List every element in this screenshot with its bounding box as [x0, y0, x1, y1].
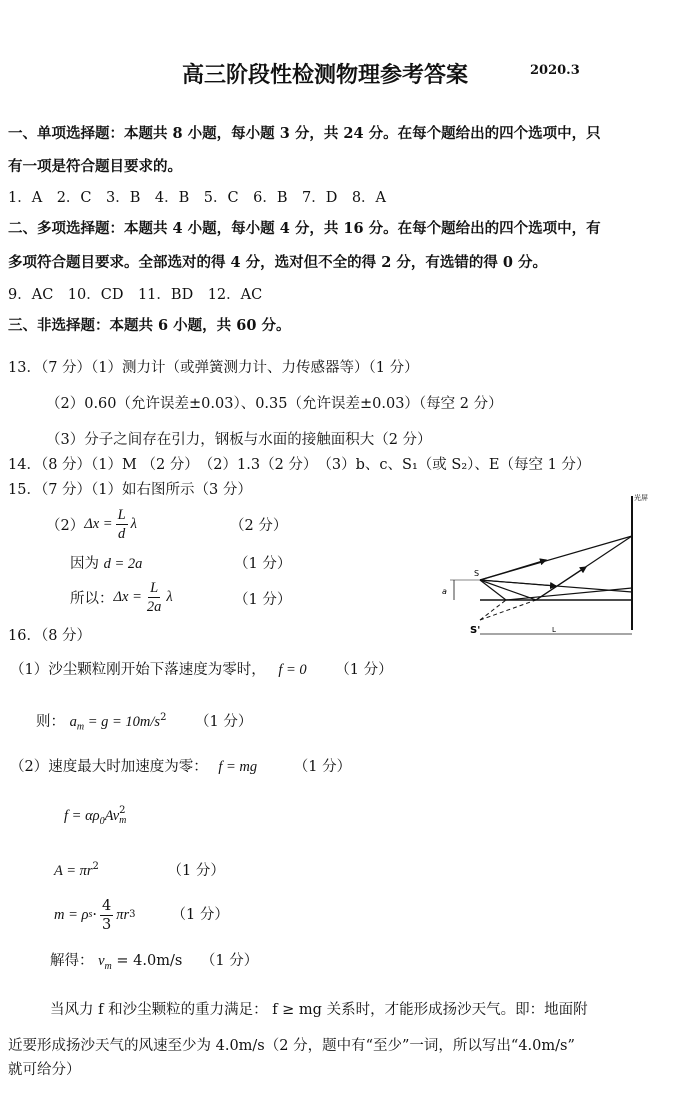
q16-l6-eq: m = ρ	[54, 907, 89, 923]
q15-f1-denominator: d	[118, 525, 126, 542]
q16-l6-sup: 3	[129, 909, 136, 920]
q16-l2-eq: a	[69, 713, 77, 730]
page-title: 高三阶段性检测物理参考答案	[182, 62, 469, 88]
section1-heading-cont: 有一项是符合题目要求的。	[8, 158, 182, 175]
q15-f3-fraction	[145, 579, 164, 616]
q16-l3-eq: f = mg	[218, 759, 258, 775]
q13-line3: （3）分子之间存在引力，钢板与水面的接触面积大（2 分）	[46, 432, 432, 448]
q16-l4-sub2: m	[119, 815, 127, 826]
q16-l6-score: （1 分）	[171, 907, 229, 923]
q16-l2-score: （1 分）	[195, 713, 253, 730]
q16-line5	[54, 857, 225, 881]
q15-formula2	[70, 552, 142, 573]
q16-line10: 就可给分）	[8, 1062, 81, 1078]
q15-f1-rhs: λ	[130, 515, 137, 532]
q16-l6-numerator: 4	[101, 897, 112, 914]
q16-line1	[10, 660, 393, 680]
q16-l6-denominator: 3	[101, 916, 112, 933]
q16-l3-score: （1 分）	[293, 759, 352, 775]
ray-arrow-upper	[480, 560, 546, 580]
q15-f2-prefix: 因为	[70, 556, 99, 572]
q16-line6	[54, 893, 229, 937]
q15-formula3	[70, 575, 173, 619]
q16-l4-eq: f = αρ	[64, 808, 100, 824]
q16-l6-sub: s	[88, 909, 93, 920]
q16-line7	[50, 951, 258, 977]
q16-l6-fraction	[100, 897, 113, 934]
q16-l7-score: （1 分）	[200, 953, 259, 969]
q15-f3-prefix: 所以：	[70, 590, 114, 607]
image-ray-dashed-2	[480, 600, 506, 620]
q16-l5-score: （1 分）	[167, 862, 225, 879]
section2-heading: 二、多项选择题：本题共 4 小题，每小题 4 分，共 16 分。在每个题给出的四个选项中，有	[8, 220, 601, 237]
label-a: a	[442, 587, 447, 596]
section2-heading-cont: 多项符合题目要求。全部选对的得 4 分，选对但不全的得 2 分，有选错的得 0 分。	[8, 254, 548, 271]
q16-line9: 近要形成扬沙天气的风速至少为 4.0m/s（2 分，题中有“至少”一词，所以写出“4.0m/s”	[8, 1038, 575, 1054]
q15-f3-score: （1 分）	[234, 592, 292, 608]
q15-f1-fraction	[116, 506, 128, 543]
q16-line3	[10, 757, 351, 777]
q16-l1-score: （1 分）	[335, 662, 393, 678]
q15-f3-denominator: 2a	[146, 598, 162, 615]
q16-l1-eq: f = 0	[278, 662, 307, 678]
q15-f1-score: （2 分）	[230, 518, 288, 534]
q16-l2-pre: 则：	[36, 713, 65, 730]
section1-answers: 1．A 2．C 3．B 4．B 5．C 6．B 7．D 8．A	[8, 190, 387, 206]
lloyd-mirror-diagram	[436, 488, 656, 648]
q16-l2-sup: 2	[160, 712, 167, 723]
q15-f1-numerator: L	[117, 506, 126, 523]
ray-reflected-lower	[480, 580, 632, 600]
q16-line2	[36, 708, 252, 738]
q16-l1-text: （1）沙尘颗粒刚开始下落速度为零时，	[10, 662, 266, 678]
q15-f3-lhs: Δx =	[113, 588, 142, 605]
q16-l6-eq2: πr	[116, 907, 130, 923]
q16-l5-eq: A = πr	[54, 862, 93, 879]
q16-l7-pre: 解得：	[50, 953, 94, 969]
q15-f3-numerator: L	[150, 579, 159, 596]
section2-answers: 9．AC 10．CD 11．BD 12．AC	[8, 287, 263, 303]
ray-arrow-lower	[480, 580, 556, 586]
image-ray-dashed	[480, 600, 536, 620]
q15-f1-prefix: （2）	[46, 517, 85, 534]
q14-line1: 14．（8 分）（1）M （2 分） （2）1.3（2 分） （3）b、c、S₁（或 S₂）、E（每空 1 分）	[8, 457, 591, 473]
q16-l2-sub: m	[76, 721, 85, 733]
q15-formula1	[46, 502, 137, 546]
label-source: S	[474, 569, 480, 578]
label-image-source: S'	[470, 625, 481, 636]
q15-f2-score: （1 分）	[234, 556, 292, 572]
q16-l4-eq2: Av	[104, 808, 120, 824]
q16-line4	[64, 806, 126, 832]
q13-line1: 13．（7 分）（1）测力计（或弹簧测力计、力传感器等）（1 分）	[8, 360, 419, 376]
q15-line1: 15．（7 分）（1）如右图所示（3 分）	[8, 482, 252, 498]
q13-line2: （2）0.60（允许误差±0.03）、0.35（允许误差±0.03）（每空 2 分）	[46, 396, 503, 412]
q16-l4-sub: 0	[99, 815, 105, 827]
q16-l7-sub: m	[104, 960, 112, 972]
q16-l4-sup: 2	[119, 805, 126, 816]
q16-l7-eq: v	[98, 953, 105, 969]
section3-heading: 三、非选择题：本题共 6 小题，共 60 分。	[8, 317, 291, 334]
q15-f2-equation: d = 2a	[103, 556, 143, 572]
q15-f1-lhs: Δx =	[84, 515, 113, 532]
screen-label: 光屏	[634, 494, 648, 502]
exam-date: 2020.3	[530, 63, 580, 78]
q15-f3-rhs: λ	[166, 588, 173, 605]
q16-l6-dot: ·	[92, 907, 97, 923]
q16-l2-eq2: = g = 10m/s	[84, 713, 161, 730]
section1-heading: 一、单项选择题：本题共 8 小题，每小题 3 分，共 24 分。在每个题给出的四个选项中，只	[8, 125, 601, 142]
q16-line0: 16．（8 分）	[8, 628, 92, 644]
q16-l3-text: （2）速度最大时加速度为零：	[10, 759, 208, 775]
q16-line8: 当风力 f 和沙尘颗粒的重力满足： f ≥ mg 关系时，才能形成扬沙天气。即：地面附	[50, 1002, 588, 1018]
q16-l7-eq2: = 4.0m/s	[111, 953, 183, 969]
label-l: L	[552, 626, 556, 634]
q16-l5-sup: 2	[92, 861, 99, 872]
